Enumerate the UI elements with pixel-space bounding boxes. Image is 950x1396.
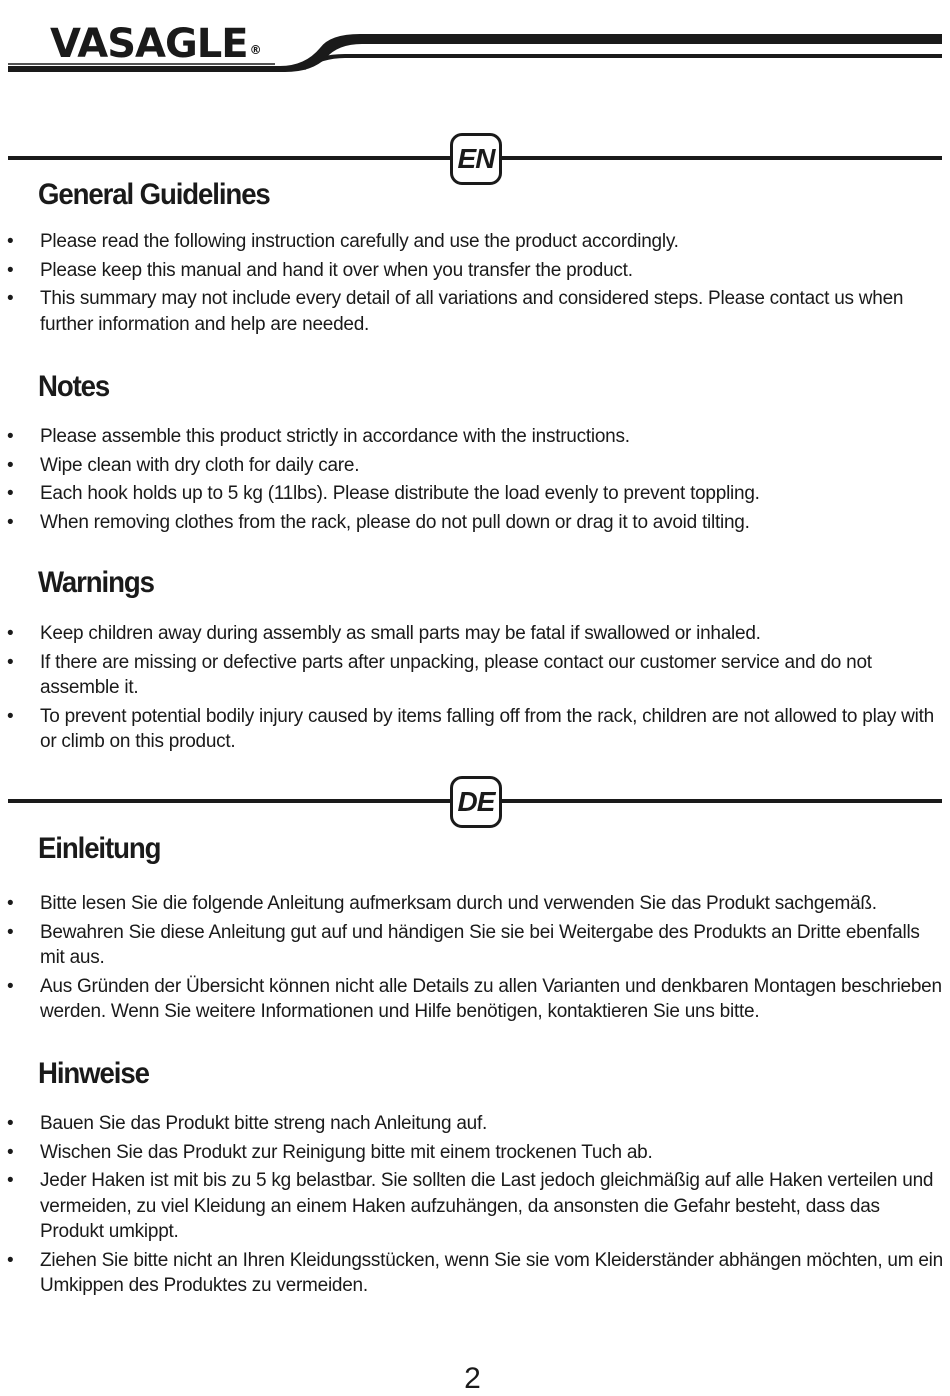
list-item: • Wipe clean with dry cloth for daily care. — [0, 453, 945, 479]
page-header — [0, 0, 950, 85]
heading-hinweise: Hinweise — [38, 1057, 149, 1090]
list-item: • Please assemble this product strictly in accordance with the instructions. — [0, 424, 945, 450]
heading-general-guidelines: General Guidelines — [38, 178, 270, 211]
language-badge-en: EN — [450, 133, 502, 185]
list-item: • Jeder Haken ist mit bis zu 5 kg belastbar. Sie sollten die Last jedoch gleichmäßig auf alle Haken verteilen und vermeiden, zu viel Kleidung an einem Haken aufzuhängen, da ansonsten die Gefahr besteht, dass das Produkt umkippt. — [0, 1168, 945, 1245]
list-notes — [0, 424, 945, 538]
list-item: • Please read the following instruction carefully and use the product accordingly. — [0, 229, 945, 255]
page-number: 2 — [464, 1362, 481, 1395]
heading-warnings: Warnings — [38, 566, 154, 599]
header-swoosh-decoration — [0, 0, 950, 85]
registered-mark: ® — [249, 43, 261, 57]
list-item: • Bewahren Sie diese Anleitung gut auf und händigen Sie sie bei Weitergabe des Produkts an Dritte ebenfalls mit aus. — [0, 920, 945, 971]
heading-einleitung: Einleitung — [38, 832, 161, 865]
list-item: • Please keep this manual and hand it over when you transfer the product. — [0, 258, 945, 284]
list-item: • When removing clothes from the rack, please do not pull down or drag it to avoid tilting. — [0, 510, 945, 536]
list-item: • Wischen Sie das Produkt zur Reinigung bitte mit einem trockenen Tuch ab. — [0, 1140, 945, 1166]
brand-name: VASAGLE — [50, 21, 248, 67]
language-badge-de: DE — [450, 776, 502, 828]
list-general-guidelines — [0, 229, 945, 340]
list-item: • Each hook holds up to 5 kg (11lbs). Please distribute the load evenly to prevent toppling. — [0, 481, 945, 507]
list-hinweise — [0, 1111, 945, 1302]
heading-notes: Notes — [38, 370, 110, 403]
list-item: • Bauen Sie das Produkt bitte streng nach Anleitung auf. — [0, 1111, 945, 1137]
list-item: • Bitte lesen Sie die folgende Anleitung aufmerksam durch und verwenden Sie das Produkt sachgemäß. — [0, 891, 945, 917]
list-item: • This summary may not include every detail of all variations and considered steps. Please contact us when further information and help are needed. — [0, 286, 945, 337]
list-einleitung — [0, 891, 945, 1028]
list-warnings — [0, 621, 945, 758]
list-item: • Keep children away during assembly as small parts may be fatal if swallowed or inhaled. — [0, 621, 945, 647]
list-item: • To prevent potential bodily injury caused by items falling off from the rack, children are not allowed to play with or climb on this product. — [0, 704, 945, 755]
section-divider-de — [8, 773, 942, 833]
list-item: • Aus Gründen der Übersicht können nicht alle Details zu allen Varianten und denkbaren Montagen beschrieben werden. Wenn Sie weitere Informationen und Hilfe benötigen, kontaktieren Sie uns bitte. — [0, 974, 945, 1025]
list-item: • Ziehen Sie bitte nicht an Ihren Kleidungsstücken, wenn Sie sie vom Kleiderständer abhängen möchten, um ein Umkippen des Produktes zu vermeiden. — [0, 1248, 945, 1299]
list-item: • If there are missing or defective parts after unpacking, please contact our customer service and do not assemble it. — [0, 650, 945, 701]
